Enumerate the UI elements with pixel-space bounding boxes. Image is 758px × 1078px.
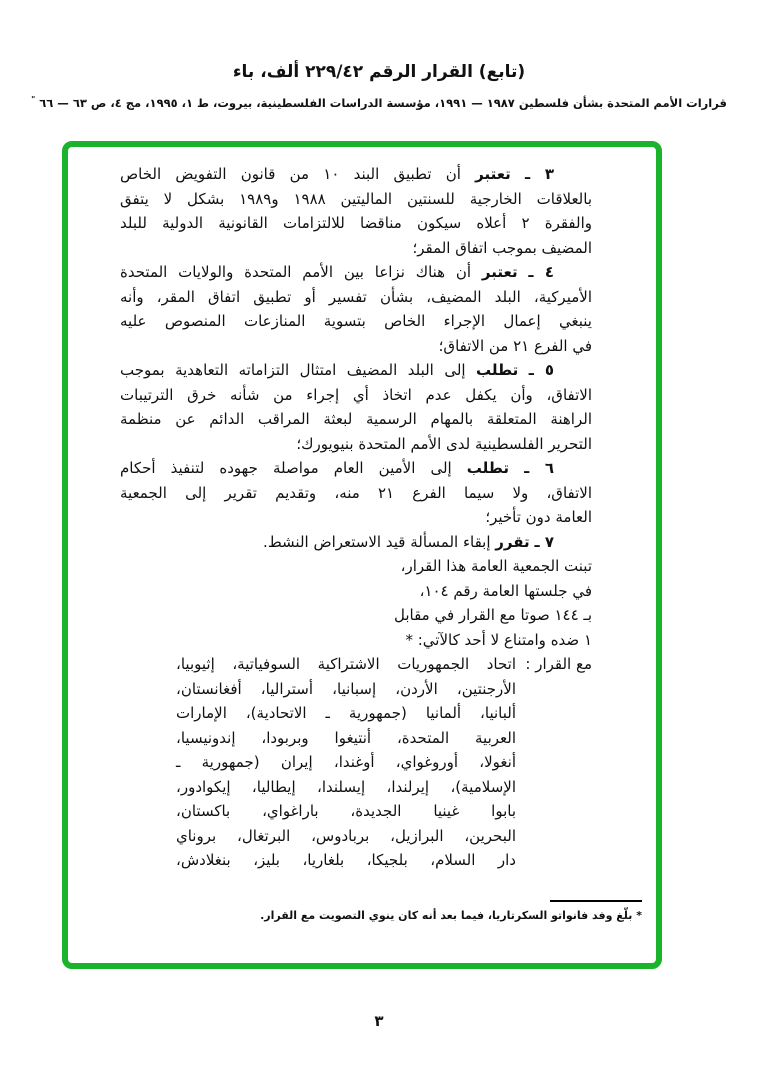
text-line: ينبغي إعمال الإجراء الخاص بتسوية المنازعات المنصوص عليه	[120, 312, 592, 330]
paragraph-4-lines	[120, 285, 592, 359]
source-citation-text: قرارات الأمم المتحدة بشأن فلسطين ١٩٨٧ — ١٩٩١، مؤسسة الدراسات الفلسطينية، بيروت، ط ١، ١٩٩٥، مج ٤، ص ٦٣ — ٦٦	[39, 95, 727, 110]
text-line: بابوا غينيا الجديدة، باراغواي، باكستان،	[176, 802, 516, 820]
text-line: في الفرع ٢١ من الاتفاق؛	[438, 336, 592, 355]
paragraph-6-lead-line	[120, 456, 592, 481]
paragraph-3-text: أن تطبيق البند ١٠ من قانون التفويض الخاص	[120, 165, 461, 183]
paragraph-3-lead-word: تعتبر	[475, 165, 511, 183]
paragraph-3	[120, 162, 592, 260]
paragraph-6-text: إلى الأمين العام مواصلة جهوده لتنفيذ أحكام	[120, 459, 452, 477]
text-line: أنغولا، أوروغواي، أوغندا، إيران (جمهورية ـ	[176, 753, 516, 771]
paragraph-7	[120, 530, 592, 555]
paragraph-6-number: ٦ ـ	[524, 459, 554, 477]
paragraph-5-lines	[120, 383, 592, 457]
paragraph-3-number: ٣ ـ	[525, 165, 554, 183]
paragraph-4-lead-word: تعتبر	[481, 263, 518, 281]
vote-block	[120, 652, 592, 873]
paragraph-4-lead-line	[120, 260, 592, 285]
text-line: ألبانيا، ألمانيا (جمهورية ـ الاتحادية)، الإمارات	[176, 704, 516, 722]
paragraph-7-lead-word: تقرر	[495, 532, 530, 551]
source-citation	[0, 95, 758, 110]
paragraph-5-lead-word: تطلب	[476, 361, 519, 379]
text-line: البحرين، البرازيل، بربادوس، البرتغال، بروناي	[176, 826, 516, 845]
text-line: دار السلام، بلجيكا، بلغاريا، بليز، بنغلادش،	[176, 851, 516, 869]
text-line: العربية المتحدة، أنتيغوا وبربودا، إندونيسيا،	[176, 728, 516, 747]
text-line: تبنت الجمعية العامة هذا القرار،	[400, 557, 592, 575]
resolution-body	[120, 162, 592, 873]
paragraph-3-lines	[120, 187, 592, 261]
text-line: الاتفاق، ولا سيما الفرع ٢١ منه، وتقديم تقرير إلى الجمعية	[120, 483, 592, 502]
paragraph-5	[120, 358, 592, 456]
paragraph-5-number: ٥ ـ	[528, 361, 554, 379]
text-line: الأرجنتين، الأردن، إسبانيا، أستراليا، أفغانستان،	[176, 679, 516, 698]
text-line: المضيف بموجب اتفاق المقر؛	[412, 238, 592, 257]
footnote-block	[190, 900, 642, 922]
adoption-block	[120, 554, 592, 652]
paragraph-5-text: إلى البلد المضيف امتثال التزاماته التعاهدية بموجب	[120, 361, 466, 379]
paragraph-7-lead-line	[120, 530, 592, 555]
text-line: التحرير الفلسطينية لدى الأمم المتحدة بنيويورك؛	[296, 434, 592, 453]
footnote-rule	[550, 900, 642, 902]
paragraph-4-number: ٤ ـ	[528, 263, 554, 281]
page-number: ٣	[374, 1012, 384, 1030]
text-line: بالعلاقات الخارجية للسنتين الماليتين ١٩٨٨ و١٩٨٩ بشكل لا يتفق	[120, 189, 592, 208]
resolution-title: (تابع) القرار الرقم ٢٢٩/٤٢ ألف، باء	[232, 62, 526, 82]
text-line: الاتفاق، وأن يكفل عدم اتخاذ أي إجراء من شأنه خرق الترتيبات	[120, 385, 592, 404]
text-line: الإسلامية)، إيرلندا، إيسلندا، إيطاليا، إيكوادور،	[176, 777, 516, 796]
paragraph-7-number: ٧ ـ	[534, 532, 554, 551]
paragraph-7-text: إبقاء المسألة قيد الاستعراض النشط.	[263, 532, 491, 551]
paragraph-6-lead-word: تطلب	[466, 459, 510, 477]
text-line: في جلستها العامة رقم ١٠٤،	[419, 581, 592, 600]
page-header	[0, 62, 758, 110]
paragraph-5-lead-line	[120, 358, 592, 383]
text-line: والفقرة ٢ أعلاه سيكون مناقضا للالتزامات القانونية الدولية للبلد	[120, 214, 593, 232]
text-line: الأميركية، البلد المضيف، بشأن تفسير أو تطبيق اتفاق المقر، وأنه	[120, 287, 592, 306]
text-line: الراهنة المتعلقة بالمهام الرسمية لبعثة المراقب الدائم عن منظمة	[120, 410, 592, 428]
text-line: بـ ١٤٤ صوتا مع القرار في مقابل	[393, 606, 592, 624]
paragraph-3-lead-line	[120, 162, 592, 187]
vote-country-list	[176, 652, 516, 873]
content-border-box	[62, 141, 662, 969]
paragraph-6	[120, 456, 592, 530]
paragraph-4	[120, 260, 592, 358]
paragraph-6-lines	[120, 481, 592, 530]
vote-label: مع القرار :	[525, 655, 592, 673]
citation-mark: "	[31, 95, 36, 104]
footnote-text: * بلّغ وفد فانواتو السكرتاريا، فيما بعد أنه كان ينوي التصويت مع القرار.	[260, 909, 642, 922]
text-line: ١ ضده وامتناع لا أحد كالآتي: *	[405, 630, 592, 649]
paragraph-4-text: أن هناك نزاعا بين الأمم المتحدة والولايات المتحدة	[120, 263, 472, 281]
text-line: العامة دون تأخير؛	[485, 508, 592, 526]
text-line: اتحاد الجمهوريات الاشتراكية السوفياتية، إثيوبيا،	[176, 655, 516, 673]
